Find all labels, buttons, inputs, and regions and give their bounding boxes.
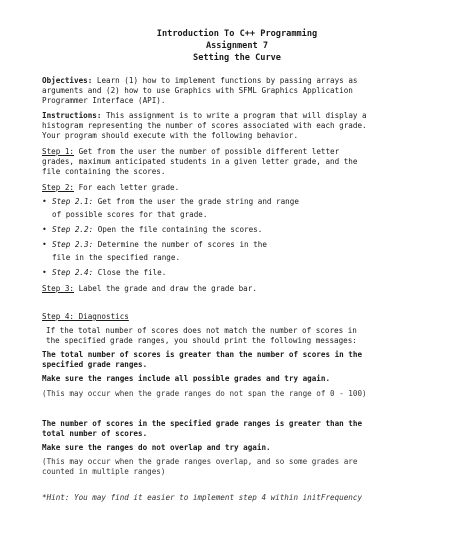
- message2-line-1: The number of scores in the specified grade ranges is greater than the: [42, 419, 363, 428]
- instructions-line-2: histogram representing the number of scores associated with each grade.: [42, 121, 367, 130]
- step2-line: [42, 183, 179, 193]
- step2-4-label: Step 2.4:: [52, 268, 94, 277]
- bullet-3: •: [42, 240, 47, 249]
- step2-1-line-1: [52, 197, 299, 207]
- step2-2-text-1: Open the file containing the scores.: [93, 225, 263, 234]
- step4-label: Step 4: Diagnostics: [42, 312, 129, 321]
- step2-3-label: Step 2.3:: [52, 240, 94, 249]
- message2-line-2: total number of scores.: [42, 429, 148, 438]
- step1-text-1: Get from the user the number of possible different letter: [74, 147, 340, 156]
- objectives-line-3: Programmer Interface (API).: [42, 96, 166, 105]
- step3-text: Label the grade and draw the grade bar.: [74, 284, 257, 293]
- step1-label: Step 1:: [42, 147, 75, 156]
- step2-label: Step 2:: [42, 183, 75, 192]
- note2-line-1: (This may occur when the grade ranges overlap, and so some grades are: [42, 457, 358, 466]
- message1-line-3: Make sure the ranges include all possible grades and try again.: [42, 374, 331, 383]
- hint-line: *Hint: You may find it easier to implement step 4 within initFrequency: [42, 493, 363, 502]
- bullet-4: •: [42, 268, 47, 277]
- note1-line: (This may occur when the grade ranges do not span the range of 0 - 100): [42, 389, 367, 398]
- objectives-label: Objectives:: [42, 76, 93, 85]
- step4-intro-1: If the total number of scores does not match the number of scores in: [46, 326, 357, 335]
- step2-4-text-1: Close the file.: [93, 268, 167, 277]
- note2-line-2: counted in multiple ranges): [42, 467, 166, 476]
- course-title: Introduction To C++ Programming: [156, 29, 318, 39]
- assignment-title: Setting the Curve: [193, 53, 281, 63]
- instructions-line-1: [42, 111, 367, 121]
- step1-line-3: file containing the scores.: [42, 167, 166, 176]
- instructions-label: Instructions:: [42, 111, 102, 120]
- step2-text: For each letter grade.: [74, 183, 180, 192]
- assignment-number: Assignment 7: [205, 41, 269, 51]
- bullet-1: •: [42, 197, 47, 206]
- objectives-text-1: Learn (1) how to implement functions by passing arrays as: [92, 76, 358, 85]
- step2-4-line-1: [52, 268, 166, 278]
- step2-3-line-1: [52, 240, 267, 250]
- step2-1-label: Step 2.1:: [52, 197, 94, 206]
- message2-line-3: Make sure the ranges do not overlap and try again.: [42, 443, 271, 452]
- step2-3-line-2: file in the specified range.: [52, 253, 181, 262]
- instructions-text-1: This assignment is to write a program that will display a: [101, 111, 367, 120]
- objectives-line-1: [42, 76, 357, 86]
- step1-line-1: [42, 147, 339, 157]
- message1-line-1: The total number of scores is greater than the number of scores in the: [42, 350, 363, 359]
- bullet-2: •: [42, 225, 47, 234]
- message1-line-2: specified grade ranges.: [42, 360, 148, 369]
- objectives-line-2: arguments and (2) how to use Graphics with SFML Graphics Application: [42, 86, 353, 95]
- step1-line-2: grades, maximum anticipated students in a given letter grade, and the: [42, 157, 358, 166]
- step2-1-line-2: of possible scores for that grade.: [52, 210, 208, 219]
- step2-2-label: Step 2.2:: [52, 225, 94, 234]
- instructions-line-3: Your program should execute with the following behavior.: [42, 131, 299, 140]
- step2-2-line-1: [52, 225, 262, 235]
- step2-1-text-1: Get from the user the grade string and range: [93, 197, 299, 206]
- step2-3-text-1: Determine the number of scores in the: [93, 240, 267, 249]
- step4-intro-2: the specified grade ranges, you should print the following messages:: [46, 336, 357, 345]
- step3-line: [42, 284, 257, 294]
- step3-label: Step 3:: [42, 284, 75, 293]
